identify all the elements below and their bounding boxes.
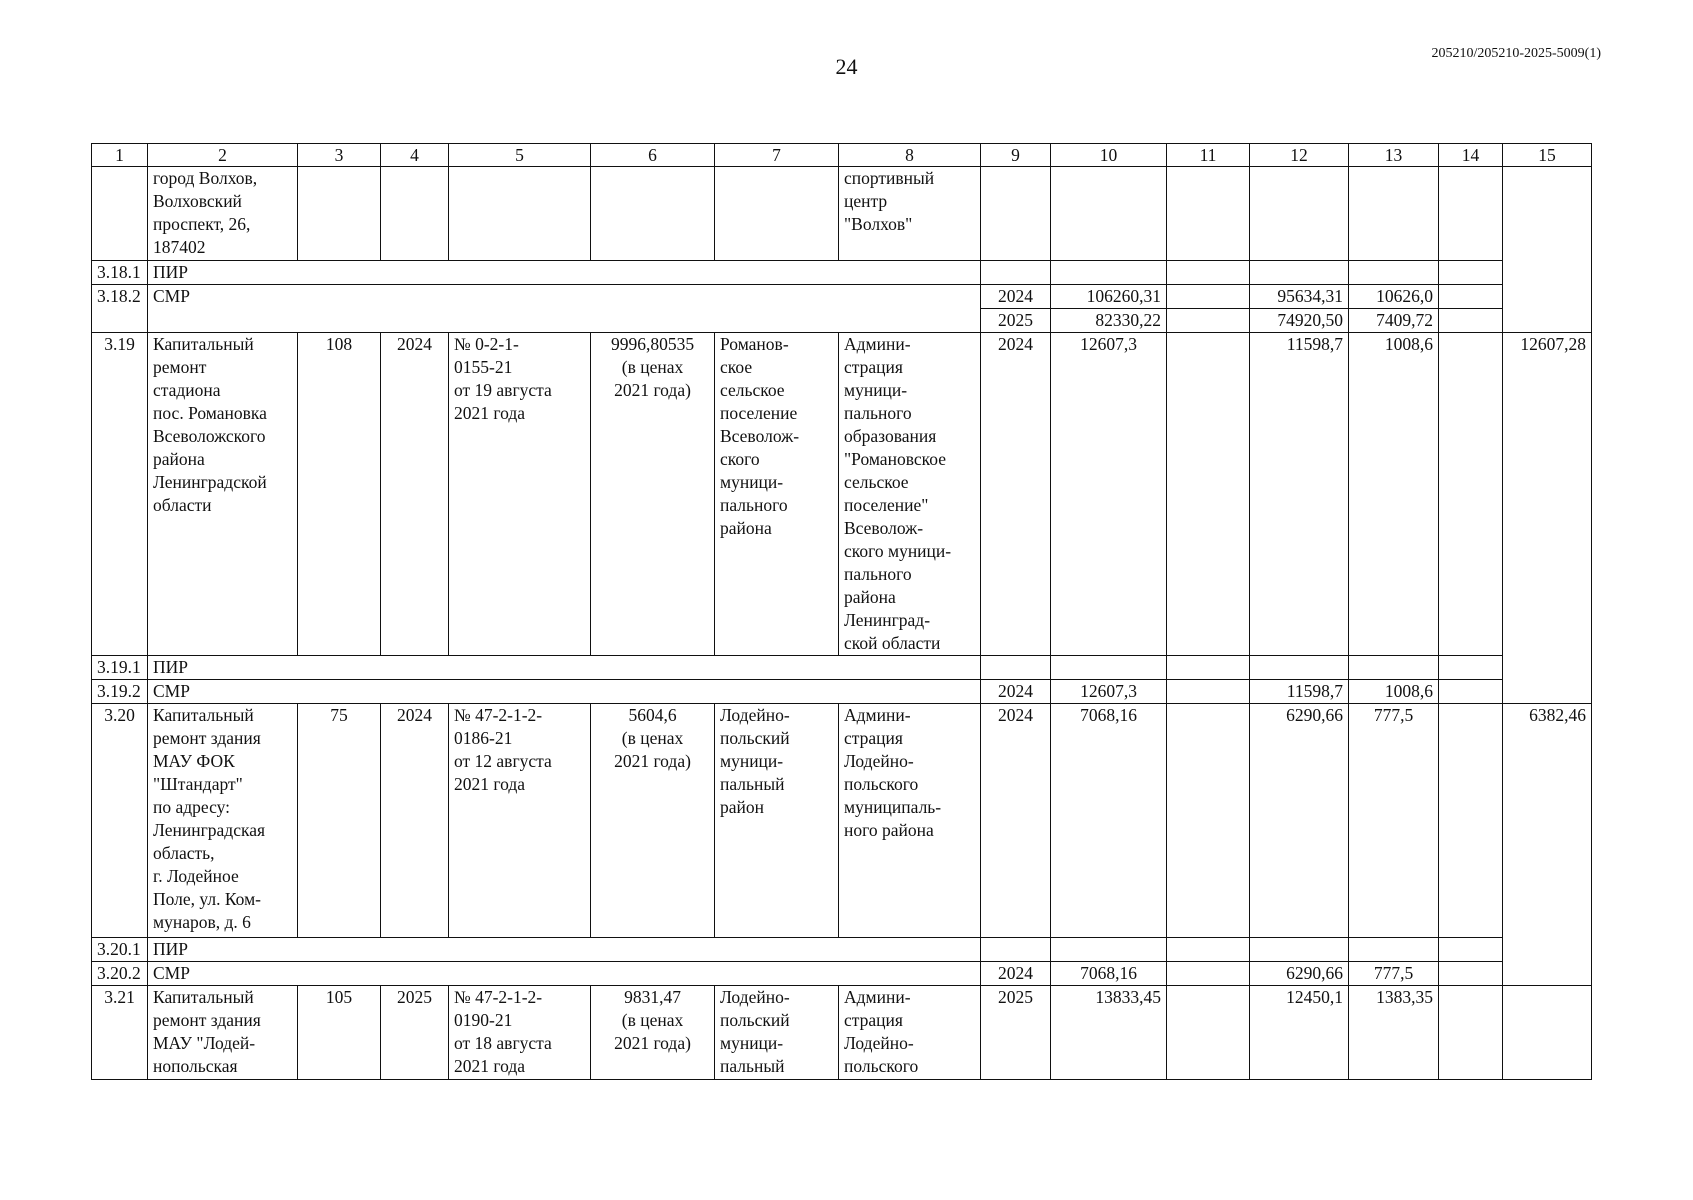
table-row bbox=[92, 285, 1592, 309]
amount-cell: 777,5 bbox=[1349, 704, 1439, 938]
year-cell: 2025 bbox=[981, 309, 1051, 333]
amount-cell: 1008,6 bbox=[1349, 680, 1439, 704]
amount-cell: 13833,45 bbox=[1051, 986, 1167, 1080]
year-cell: 2024 bbox=[381, 333, 449, 656]
total-cell: 6382,46 bbox=[1503, 704, 1592, 986]
amount-cell: 82330,22 bbox=[1051, 309, 1167, 333]
table-row bbox=[92, 261, 1592, 285]
capacity-cell: 108 bbox=[298, 333, 381, 656]
col-number: 8 bbox=[839, 144, 981, 167]
year-cell: 2025 bbox=[981, 986, 1051, 1080]
row-number: 3.18.2 bbox=[92, 285, 148, 333]
object-name: Капитальный ремонт стадиона пос. Романовка Всеволожского района Ленинградской области bbox=[148, 333, 298, 656]
expertise-cell: № 47-2-1-2- 0186-21 от 12 августа 2021 года bbox=[449, 704, 591, 938]
document-code: 205210/205210-2025-5009(1) bbox=[1431, 46, 1601, 61]
page-number: 24 bbox=[835, 54, 858, 79]
column-number-row bbox=[92, 144, 1592, 167]
capacity-cell: 105 bbox=[298, 986, 381, 1080]
estimate-cell: 5604,6 (в ценах 2021 года) bbox=[591, 704, 715, 938]
table-row bbox=[92, 962, 1592, 986]
table-row bbox=[92, 938, 1592, 962]
col-number: 12 bbox=[1250, 144, 1349, 167]
col-number: 13 bbox=[1349, 144, 1439, 167]
row-label: ПИР bbox=[148, 261, 981, 285]
table-row bbox=[92, 656, 1592, 680]
table-row bbox=[92, 704, 1592, 938]
amount-cell: 777,5 bbox=[1349, 962, 1439, 986]
expertise-cell: № 47-2-1-2- 0190-21 от 18 августа 2021 года bbox=[449, 986, 591, 1080]
row-number: 3.21 bbox=[92, 986, 148, 1080]
amount-cell: 95634,31 bbox=[1250, 285, 1349, 309]
amount-cell: 12607,3 bbox=[1051, 680, 1167, 704]
col-number: 4 bbox=[381, 144, 449, 167]
row-label: ПИР bbox=[148, 656, 981, 680]
table-row bbox=[92, 333, 1592, 656]
customer-cell: Админи- страция Лодейно- польского bbox=[839, 986, 981, 1080]
col-number: 11 bbox=[1167, 144, 1250, 167]
estimate-cell: 9831,47 (в ценах 2021 года) bbox=[591, 986, 715, 1080]
register-table bbox=[91, 143, 1592, 1080]
municipality-cell: Лодейно- польский муници- пальный район bbox=[715, 704, 839, 938]
row-label: СМР bbox=[148, 680, 981, 704]
object-address: город Волхов, Волховский проспект, 26, 187402 bbox=[148, 167, 298, 261]
col-number: 14 bbox=[1439, 144, 1503, 167]
total-cell: 12607,28 bbox=[1503, 333, 1592, 704]
table-row bbox=[92, 986, 1592, 1080]
customer-cell: спортивный центр "Волхов" bbox=[839, 167, 981, 261]
col-number: 15 bbox=[1503, 144, 1592, 167]
amount-cell: 7409,72 bbox=[1349, 309, 1439, 333]
row-label: ПИР bbox=[148, 938, 981, 962]
amount-cell: 7068,16 bbox=[1051, 704, 1167, 938]
col-number: 10 bbox=[1051, 144, 1167, 167]
object-name: Капитальный ремонт здания МАУ "Лодей- нопольская bbox=[148, 986, 298, 1080]
year-cell: 2024 bbox=[981, 704, 1051, 938]
year-cell: 2025 bbox=[381, 986, 449, 1080]
amount-cell: 6290,66 bbox=[1250, 962, 1349, 986]
estimate-cell: 9996,80535 (в ценах 2021 года) bbox=[591, 333, 715, 656]
row-number: 3.20.2 bbox=[92, 962, 148, 986]
row-number: 3.20 bbox=[92, 704, 148, 938]
object-name: Капитальный ремонт здания МАУ ФОК "Штандарт" по адресу: Ленинградская область, г. Лодейное Поле, ул. Ком- мунаров, д. 6 bbox=[148, 704, 298, 938]
amount-cell: 11598,7 bbox=[1250, 333, 1349, 656]
customer-cell: Админи- страция муници- пального образования "Романовское сельское поселение" Всеволож- ского муници- пального района Ленинград- ской области bbox=[839, 333, 981, 656]
municipality-cell: Романов- ское сельское поселение Всеволож- ского муници- пального района bbox=[715, 333, 839, 656]
col-number: 5 bbox=[449, 144, 591, 167]
amount-cell: 6290,66 bbox=[1250, 704, 1349, 938]
col-number: 9 bbox=[981, 144, 1051, 167]
amount-cell: 12450,1 bbox=[1250, 986, 1349, 1080]
customer-cell: Админи- страция Лодейно- польского муниципаль- ного района bbox=[839, 704, 981, 938]
year-cell: 2024 bbox=[381, 704, 449, 938]
amount-cell: 10626,0 bbox=[1349, 285, 1439, 309]
col-number: 7 bbox=[715, 144, 839, 167]
year-cell: 2024 bbox=[981, 680, 1051, 704]
col-number: 2 bbox=[148, 144, 298, 167]
col-number: 6 bbox=[591, 144, 715, 167]
col-number: 3 bbox=[298, 144, 381, 167]
municipality-cell: Лодейно- польский муници- пальный bbox=[715, 986, 839, 1080]
row-label: СМР bbox=[148, 285, 981, 333]
row-number: 3.19 bbox=[92, 333, 148, 656]
amount-cell: 12607,3 bbox=[1051, 333, 1167, 656]
year-cell: 2024 bbox=[981, 333, 1051, 656]
table-row bbox=[92, 680, 1592, 704]
row-label: СМР bbox=[148, 962, 981, 986]
expertise-cell: № 0-2-1- 0155-21 от 19 августа 2021 года bbox=[449, 333, 591, 656]
year-cell: 2024 bbox=[981, 962, 1051, 986]
row-number: 3.20.1 bbox=[92, 938, 148, 962]
amount-cell: 1008,6 bbox=[1349, 333, 1439, 656]
col-number: 1 bbox=[92, 144, 148, 167]
table-row bbox=[92, 167, 1592, 261]
capacity-cell: 75 bbox=[298, 704, 381, 938]
row-number: 3.18.1 bbox=[92, 261, 148, 285]
amount-cell: 74920,50 bbox=[1250, 309, 1349, 333]
row-number: 3.19.1 bbox=[92, 656, 148, 680]
amount-cell: 106260,31 bbox=[1051, 285, 1167, 309]
amount-cell: 7068,16 bbox=[1051, 962, 1167, 986]
year-cell: 2024 bbox=[981, 285, 1051, 309]
amount-cell: 11598,7 bbox=[1250, 680, 1349, 704]
amount-cell: 1383,35 bbox=[1349, 986, 1439, 1080]
row-number: 3.19.2 bbox=[92, 680, 148, 704]
